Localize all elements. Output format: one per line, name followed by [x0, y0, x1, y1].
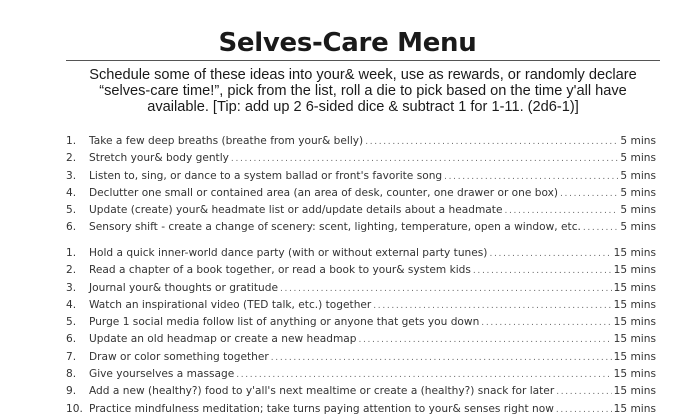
list-item [66, 349, 656, 366]
item-text: Add a new (healthy?) food to y'all's next mealtime or create a (healthy?) snack for later [89, 385, 555, 398]
dot-leader [489, 246, 611, 263]
item-time: 5 mins [620, 135, 656, 147]
item-time: 5 mins [620, 169, 656, 182]
item-text: Purge 1 social media follow list of anything or anyone that gets you down [89, 316, 480, 329]
item-time: 15 mins [613, 333, 656, 346]
page-title: Selves-Care Menu [218, 28, 477, 58]
item-number: 7. [66, 350, 77, 363]
item-number: 8. [66, 368, 77, 381]
item-text: Give yourselves a massage [89, 368, 235, 381]
intro-paragraph: Schedule some of these ideas into your& week, use as rewards, or randomly declare “selves-care time!”, pick from the list, roll a die to pick based on the time y'all have available. [Tip: add up 2 6-sided dice & subtract 1 for 1-11. (2d6-1)] [89, 67, 637, 115]
item-time: 5 mins [620, 221, 656, 234]
item-text: Read a chapter of a book together, or read a book to your& system kids [89, 264, 471, 277]
item-time: 15 mins [613, 316, 656, 329]
list-item [66, 366, 656, 383]
item-text: Draw or color something together [89, 350, 269, 363]
item-number: 3. [66, 281, 77, 294]
dot-leader [556, 402, 612, 419]
item-time: 15 mins [613, 350, 656, 363]
list-item [66, 150, 656, 167]
item-text: Update (create) your& headmate list or add/update details about a headmate [89, 204, 503, 217]
item-text: Watch an inspirational video (TED talk, etc.) together [89, 298, 372, 311]
item-time: 15 mins [613, 247, 656, 259]
list-item [66, 133, 656, 150]
item-time: 5 mins [620, 152, 656, 165]
item-number: 9. [66, 385, 77, 398]
item-number: 3. [66, 169, 77, 182]
dot-leader [481, 315, 611, 332]
item-number: 10. [66, 402, 83, 415]
list-item [66, 401, 656, 418]
item-time: 15 mins [613, 298, 656, 311]
item-time: 15 mins [613, 281, 656, 294]
five-minute-list [66, 133, 656, 237]
item-number: 4. [66, 186, 77, 199]
item-number: 2. [66, 264, 77, 277]
item-time: 5 mins [620, 204, 656, 217]
list-item [66, 168, 656, 185]
list-item [66, 262, 656, 279]
list-item [66, 245, 656, 262]
item-time: 15 mins [613, 264, 656, 277]
item-text: Declutter one small or contained area (an area of desk, counter, one drawer or one box) [89, 186, 559, 199]
list-item [66, 280, 656, 297]
list-item [66, 331, 656, 348]
item-text: Take a few deep breaths (breathe from your& belly) [89, 135, 364, 147]
item-number: 5. [66, 204, 77, 217]
dot-leader [280, 281, 612, 298]
item-text: Update an old headmap or create a new headmap [89, 333, 357, 346]
item-number: 5. [66, 316, 77, 329]
dot-leader [358, 332, 611, 349]
dot-leader [236, 367, 611, 384]
item-text: Practice mindfulness meditation; take turns paying attention to your& senses right now [89, 402, 554, 415]
item-time: 15 mins [613, 402, 656, 415]
list-item [66, 185, 656, 202]
dot-leader [444, 169, 618, 186]
dot-leader [365, 134, 618, 151]
dot-leader [271, 350, 612, 367]
list-item [66, 383, 656, 400]
item-number: 4. [66, 298, 77, 311]
item-text: Journal your& thoughts or gratitude [89, 281, 278, 294]
item-number: 1. [66, 247, 77, 259]
item-time: 5 mins [620, 186, 656, 199]
item-time: 15 mins [613, 368, 656, 381]
list-item [66, 297, 656, 314]
dot-leader [504, 203, 618, 220]
item-time: 15 mins [613, 385, 656, 398]
fifteen-minute-list [66, 245, 656, 418]
item-text: Hold a quick inner-world dance party (with or without external party tunes) [89, 247, 488, 259]
dot-leader [231, 151, 618, 168]
list-item [66, 219, 656, 236]
item-number: 6. [66, 333, 77, 346]
dot-leader [473, 263, 612, 280]
list-item [66, 202, 656, 219]
item-number: 1. [66, 135, 77, 147]
title-divider [66, 60, 660, 61]
list-item [66, 314, 656, 331]
item-text: Stretch your& body gently [89, 152, 229, 165]
dot-leader [583, 220, 619, 237]
item-number: 2. [66, 152, 77, 165]
dot-leader [373, 298, 611, 315]
dot-leader [556, 384, 611, 401]
item-text: Listen to, sing, or dance to a system ballad or front's favorite song [89, 169, 443, 182]
item-number: 6. [66, 221, 77, 234]
dot-leader [560, 186, 618, 203]
item-text: Sensory shift - create a change of scenery: scent, lighting, temperature, open a window, etc. [89, 221, 581, 234]
